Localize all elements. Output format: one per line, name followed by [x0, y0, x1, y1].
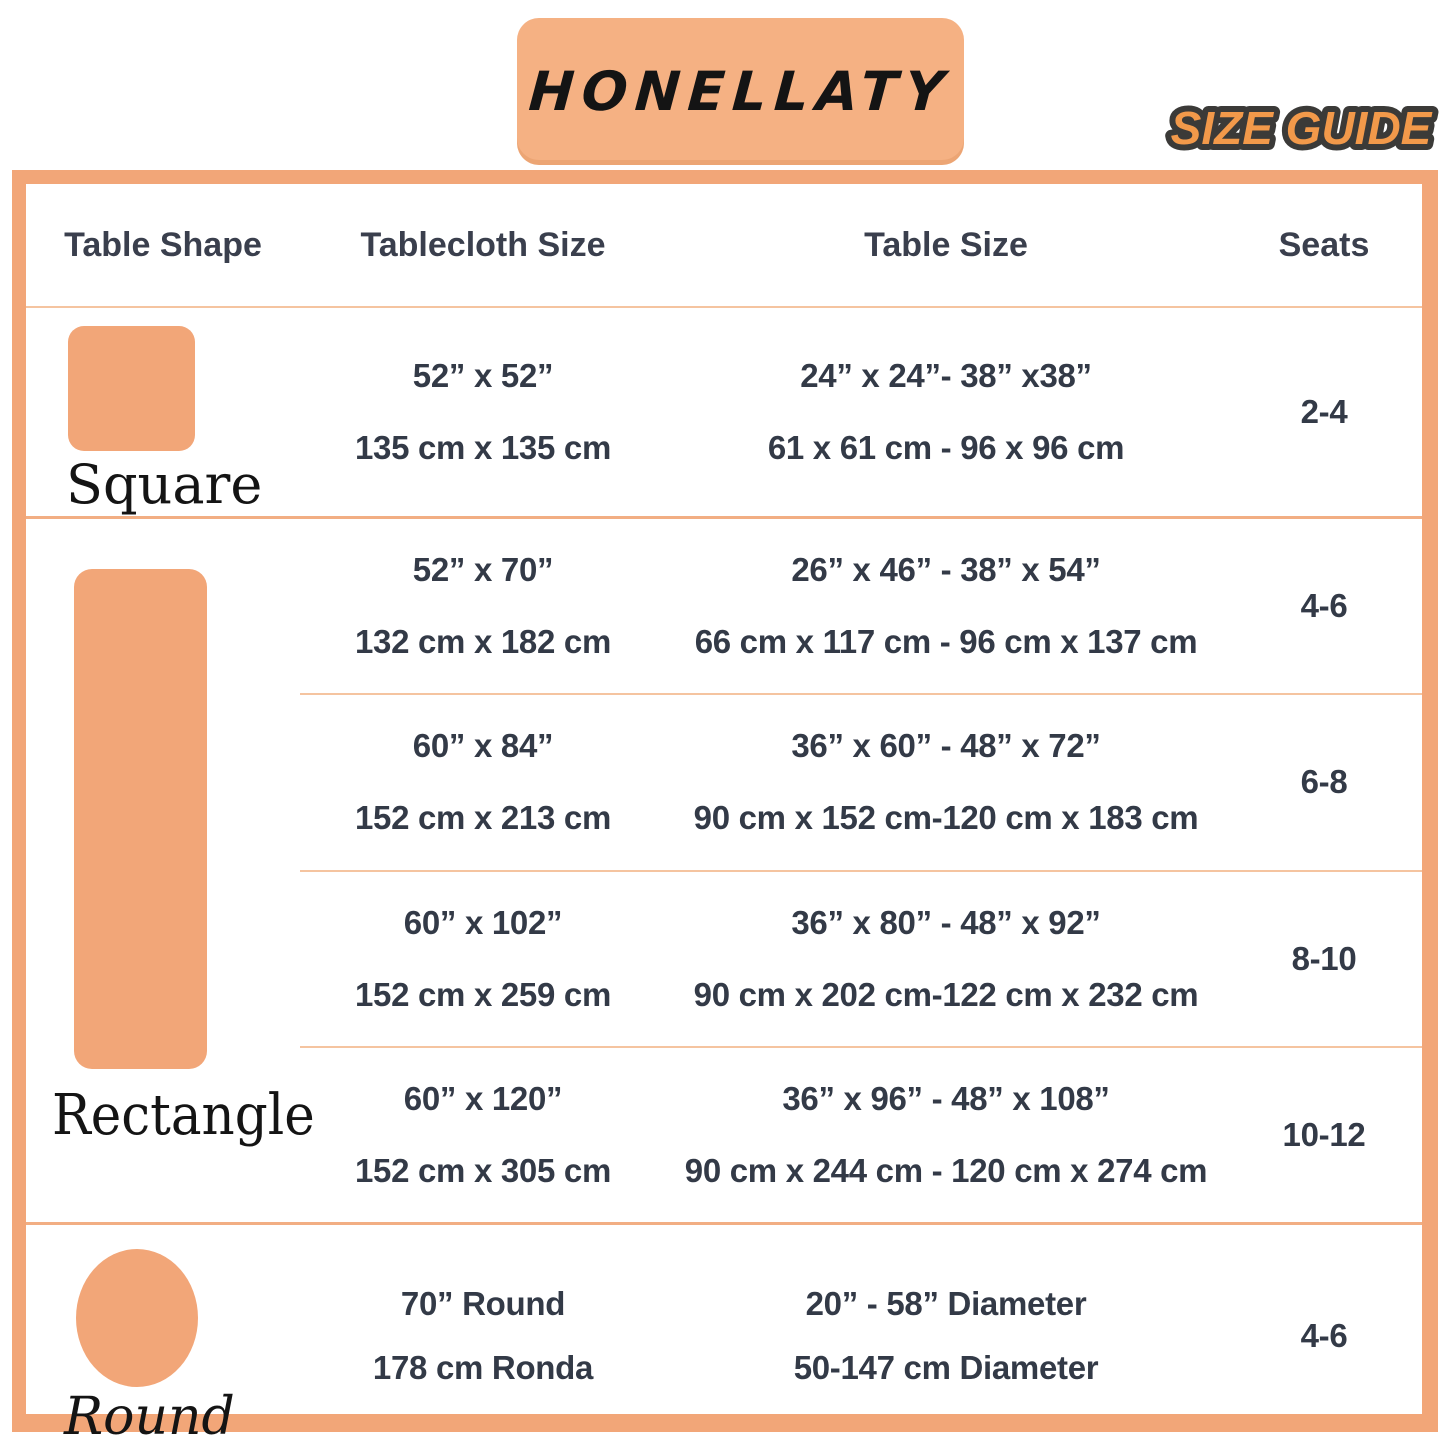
seats-cell — [1226, 308, 1422, 516]
table-size-inches: 36” x 96” - 48” x 108” — [782, 1079, 1110, 1117]
round-label: Round — [64, 1387, 235, 1445]
table-size-cell — [666, 1225, 1226, 1445]
size-guide-text: SIZE GUIDE — [1170, 102, 1432, 154]
tablecloth-size-inches: 60” x 84” — [412, 727, 554, 765]
size-table — [12, 170, 1438, 1445]
round-shape-icon — [76, 1249, 198, 1387]
table-size-cm: 90 cm x 244 cm - 120 cm x 274 cm — [684, 1151, 1208, 1189]
rectangle-rows — [300, 519, 1422, 1222]
square-shape-icon — [68, 326, 195, 451]
tablecloth-size-cell — [300, 308, 666, 516]
seats-value: 6-8 — [1300, 763, 1348, 801]
size-guide-badge — [1158, 82, 1444, 174]
seats-cell — [1226, 872, 1422, 1046]
table-size-inches: 36” x 60” - 48” x 72” — [791, 727, 1101, 765]
section-round — [26, 1222, 1422, 1445]
square-shape-cell — [26, 308, 300, 516]
table-header-row — [26, 184, 1422, 308]
table-size-cell — [666, 695, 1226, 869]
header-table-size: Table Size — [864, 225, 1028, 264]
header-table-shape: Table Shape — [64, 225, 262, 264]
round-shape-cell — [26, 1225, 300, 1445]
tablecloth-size-cm: 178 cm Ronda — [372, 1349, 594, 1386]
tablecloth-size-inches: 60” x 120” — [403, 1079, 563, 1117]
seats-cell — [1226, 519, 1422, 693]
tablecloth-size-inches: 60” x 102” — [403, 903, 563, 941]
seats-value: 2-4 — [1300, 393, 1348, 430]
tablecloth-size-inches: 52” x 70” — [412, 551, 554, 589]
table-size-cell — [666, 308, 1226, 516]
rectangle-shape-cell — [26, 519, 315, 1222]
tablecloth-size-cm: 152 cm x 259 cm — [354, 975, 612, 1013]
seats-value: 4-6 — [1300, 1317, 1348, 1354]
seats-cell — [1226, 1225, 1422, 1445]
tablecloth-size-cm: 152 cm x 213 cm — [354, 799, 612, 837]
tablecloth-size-cell — [300, 1225, 666, 1445]
rectangle-label: Rectangle — [52, 1083, 315, 1148]
table-size-cm: 66 cm x 117 cm - 96 cm x 137 cm — [694, 623, 1198, 661]
table-size-cm: 90 cm x 152 cm-120 cm x 183 cm — [693, 799, 1199, 837]
seats-cell — [1226, 695, 1422, 869]
tablecloth-size-inches: 52” x 52” — [412, 357, 554, 394]
header-tablecloth-size: Tablecloth Size — [360, 225, 606, 264]
table-size-cm: 50-147 cm Diameter — [793, 1349, 1099, 1386]
round-rows — [300, 1225, 1422, 1445]
table-size-inches: 24” x 24”- 38” x38” — [800, 357, 1092, 394]
table-size-inches: 36” x 80” - 48” x 92” — [791, 903, 1101, 941]
table-size-cm: 61 x 61 cm - 96 x 96 cm — [767, 429, 1125, 466]
section-rectangle — [26, 516, 1422, 1222]
table-size-cell — [666, 872, 1226, 1046]
tablecloth-size-cm: 132 cm x 182 cm — [354, 623, 612, 661]
seats-cell — [1226, 1048, 1422, 1222]
tablecloth-size-cell — [300, 519, 666, 693]
tablecloth-size-cell — [300, 695, 666, 869]
square-label: Square — [66, 453, 263, 516]
table-row — [300, 308, 1422, 516]
table-row — [300, 695, 1422, 871]
table-size-inches: 26” x 46” - 38” x 54” — [791, 551, 1101, 589]
seats-value: 8-10 — [1291, 939, 1357, 977]
header-seats: Seats — [1278, 225, 1370, 264]
table-row — [300, 1225, 1422, 1445]
brand-logo-box — [517, 18, 964, 165]
tablecloth-size-cell — [300, 1048, 666, 1222]
table-size-inches: 20” - 58” Diameter — [805, 1285, 1087, 1322]
tablecloth-size-cm: 135 cm x 135 cm — [354, 429, 612, 466]
tablecloth-size-inches: 70” Round — [400, 1285, 566, 1322]
table-size-cell — [666, 1048, 1226, 1222]
brand-name: HONELLATY — [526, 60, 954, 123]
table-row — [300, 519, 1422, 695]
table-row — [300, 1048, 1422, 1222]
rectangle-shape-icon — [74, 569, 207, 1069]
table-size-cell — [666, 519, 1226, 693]
tablecloth-size-cell — [300, 872, 666, 1046]
tablecloth-size-cm: 152 cm x 305 cm — [354, 1151, 612, 1189]
square-rows — [300, 308, 1422, 516]
section-square — [26, 308, 1422, 516]
seats-value: 10-12 — [1282, 1115, 1366, 1153]
seats-value: 4-6 — [1300, 587, 1348, 625]
table-row — [300, 872, 1422, 1048]
table-size-cm: 90 cm x 202 cm-122 cm x 232 cm — [693, 975, 1199, 1013]
